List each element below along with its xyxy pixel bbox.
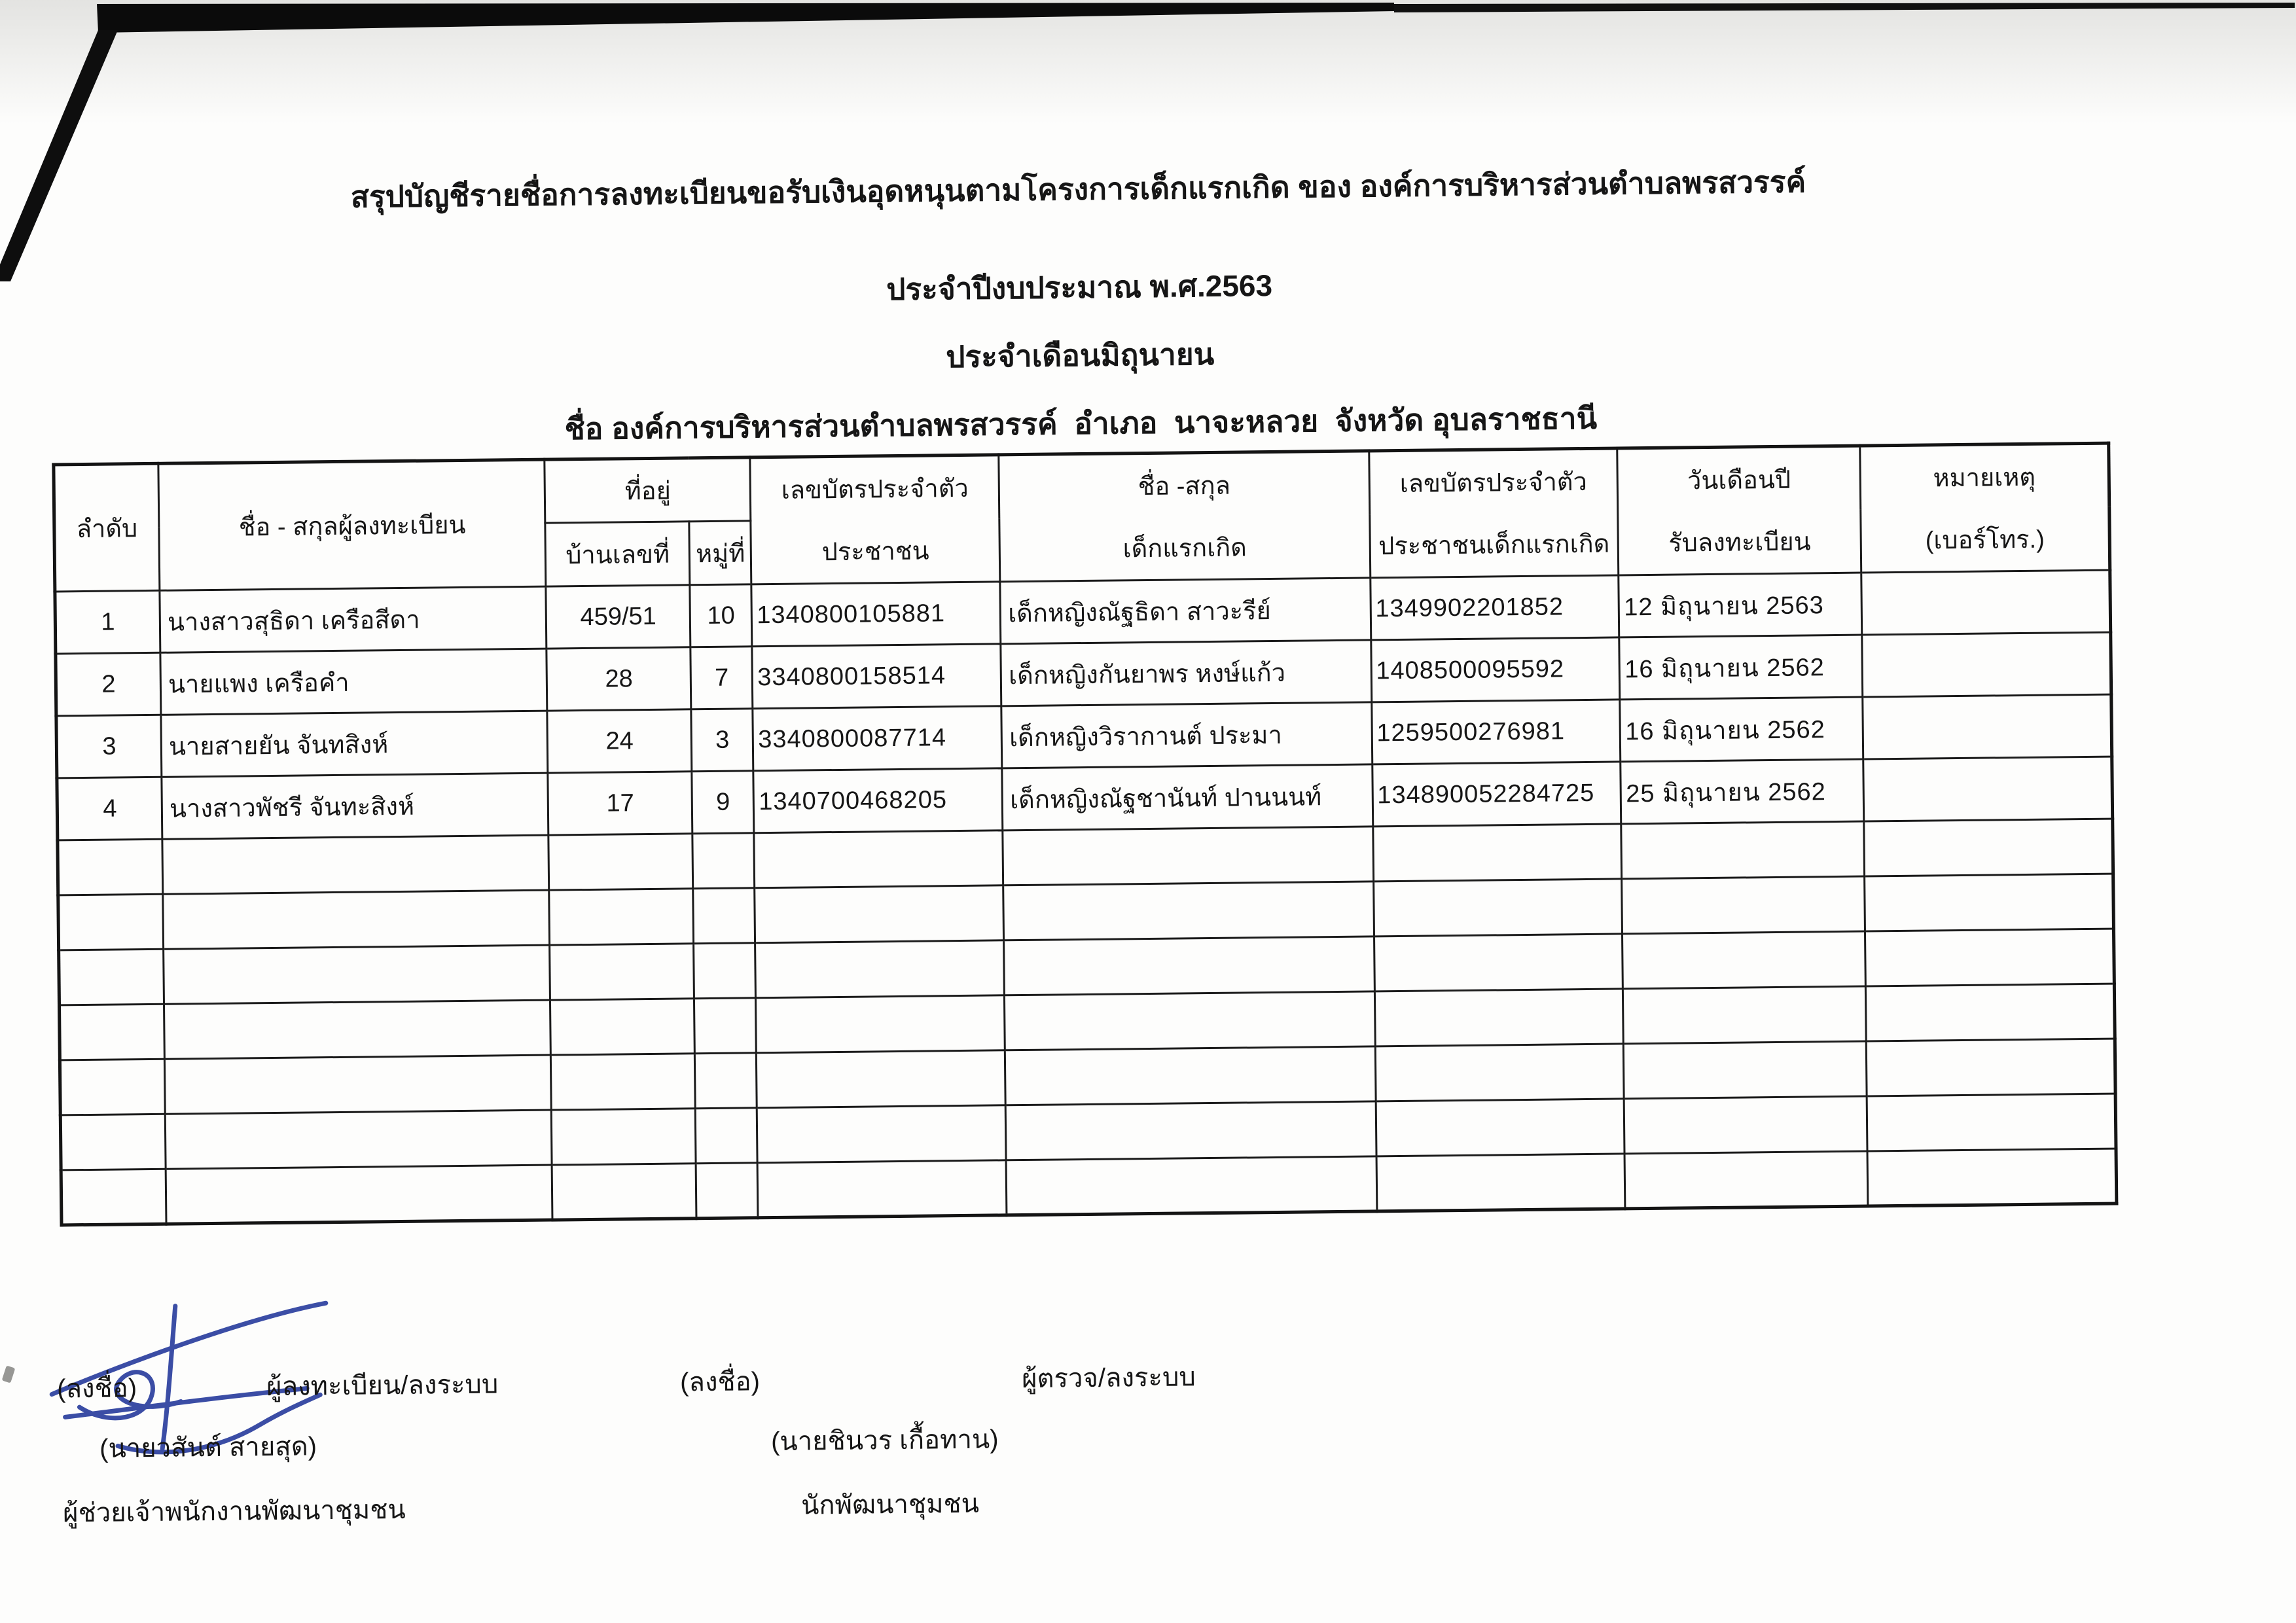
cell-house_no xyxy=(549,889,694,945)
cell-child_id: 1408500095592 xyxy=(1371,637,1620,702)
cell-child_id xyxy=(1374,989,1624,1046)
cell-remark xyxy=(1866,1039,2115,1096)
cell-child xyxy=(1006,1156,1376,1215)
header-child-name-line1: ชื่อ -สกุล xyxy=(1138,472,1231,501)
sign-role-left: ผู้ลงทะเบียน/ลงระบบ xyxy=(266,1370,499,1402)
cell-no: 2 xyxy=(56,652,161,716)
cell-child: เด็กหญิงณัฐธิดา สาวะรีย์ xyxy=(1000,578,1371,644)
cell-registrant xyxy=(164,1000,551,1059)
registration-table xyxy=(52,442,2118,1227)
document-title-line3: ประจำเดือนมิถุนายน xyxy=(945,336,1215,374)
cell-child: เด็กหญิงกันยาพร หงษ์แก้ว xyxy=(1001,640,1371,706)
header-registration-date-line2: รับลงทะเบียน xyxy=(1668,528,1811,558)
cell-no xyxy=(59,949,164,1005)
sign-name-left: (นายวสันต์ สายสุด) xyxy=(99,1432,317,1463)
cell-registrant: นางสาวพัชรี จันทะสิงห์ xyxy=(162,773,548,839)
cell-house_no xyxy=(550,944,694,1000)
header-address: ที่อยู่ xyxy=(545,457,751,523)
cell-child_id xyxy=(1376,1099,1625,1156)
cell-registrant xyxy=(166,1165,552,1224)
cell-house_no: 459/51 xyxy=(546,585,691,649)
cell-remark xyxy=(1864,819,2113,876)
cell-moo xyxy=(695,1053,757,1109)
cell-no xyxy=(58,894,164,950)
cell-no: 1 xyxy=(55,590,160,654)
cell-date: 16 มิถุนายน 2562 xyxy=(1619,635,1862,700)
header-no: ลำดับ xyxy=(54,463,160,592)
table-header xyxy=(54,443,2110,592)
header-child-citizen-id xyxy=(1369,448,1619,578)
header-remark-line1: หมายเหตุ xyxy=(1933,463,2036,493)
sign-label-right: (ลงชื่อ) xyxy=(679,1367,761,1397)
cell-moo xyxy=(696,1163,758,1219)
cell-registrant xyxy=(165,1110,552,1169)
cell-house_no xyxy=(548,834,693,890)
cell-house_no: 17 xyxy=(548,772,692,835)
cell-date xyxy=(1622,876,1865,934)
cell-house_no: 24 xyxy=(547,709,692,773)
header-registration-date xyxy=(1617,446,1861,575)
cell-child_id xyxy=(1375,1044,1624,1101)
cell-no xyxy=(60,1059,165,1115)
cell-remark xyxy=(1861,570,2111,635)
cell-registrant: นายสายยัน จันทสิงห์ xyxy=(161,711,548,777)
cell-no xyxy=(61,1169,166,1225)
header-child-citizen-id-line2: ประชาชนเด็กแรกเกิด xyxy=(1378,530,1610,561)
cell-no: 4 xyxy=(57,777,162,840)
cell-registrant xyxy=(162,835,549,894)
cell-id: 3340800087714 xyxy=(753,706,1002,771)
cell-child_id: 1349902201852 xyxy=(1370,575,1619,640)
cell-registrant: นางสาวสุธิดา เครือสีดา xyxy=(160,586,547,652)
cell-moo: 3 xyxy=(691,709,753,772)
cell-moo xyxy=(693,888,755,944)
header-citizen-id xyxy=(750,455,1000,584)
header-registrant-name: ชื่อ - สกุลผู้ลงทะเบียน xyxy=(158,459,546,590)
header-child-name xyxy=(999,451,1370,582)
cell-child: เด็กหญิงวิรากานต์ ประมา xyxy=(1001,702,1372,768)
header-remark-line2: (เบอร์โทร.) xyxy=(1925,526,2045,555)
cell-moo: 9 xyxy=(692,771,754,834)
cell-child_id: 1259500276981 xyxy=(1371,700,1621,764)
cell-no: 3 xyxy=(56,715,162,778)
cell-date xyxy=(1624,1041,1867,1099)
cell-id: 1340700468205 xyxy=(753,768,1003,833)
cell-date xyxy=(1623,986,1866,1044)
cell-no xyxy=(60,1114,166,1170)
cell-date: 12 มิถุนายน 2563 xyxy=(1619,573,1861,637)
sign-position-right: นักพัฒนาชุมชน xyxy=(800,1489,980,1520)
cell-date xyxy=(1621,821,1864,879)
cell-moo xyxy=(695,1108,757,1164)
cell-id xyxy=(756,995,1005,1053)
cell-remark xyxy=(1865,929,2114,986)
cell-no xyxy=(58,839,163,895)
header-child-citizen-id-line1: เลขบัตรประจำตัว xyxy=(1399,468,1588,498)
document-title-line4: ชื่อ องค์การบริหารส่วนตำบลพรสวรรค์ อำเภอ นาจะหลวย จังหวัด อุบลราชธานี xyxy=(564,401,1598,446)
cell-child_id xyxy=(1374,934,1623,991)
cell-child xyxy=(1005,991,1375,1050)
cell-house_no: 28 xyxy=(547,647,691,711)
cell-date xyxy=(1623,931,1865,989)
cell-id xyxy=(757,1050,1006,1108)
cell-child: เด็กหญิงณัฐชานันท์ ปานนนท์ xyxy=(1002,764,1372,830)
cell-id: 1340800105881 xyxy=(751,582,1001,647)
cell-id: 3340800158514 xyxy=(752,644,1001,709)
cell-id xyxy=(754,830,1003,888)
document-title-line1: สรุปบัญชีรายชื่อการลงทะเบียนขอรับเงินอุดหนุนตามโครงการเด็กแรกเกิด ของ องค์การบริหารส่วนตำบลพรสวรรค์ xyxy=(350,164,1806,214)
header-house-no: บ้านเลขที่ xyxy=(545,522,690,586)
cell-child_id: 134890052284725 xyxy=(1372,762,1621,827)
cell-remark xyxy=(1867,1149,2117,1206)
document-title-line2: ประจำปีงบประมาณ พ.ศ.2563 xyxy=(886,268,1273,307)
table-body xyxy=(55,570,2117,1225)
cell-child xyxy=(1003,882,1374,940)
sign-name-right: (นายชินวร เกื้อทาน) xyxy=(770,1425,999,1457)
cell-registrant xyxy=(165,1055,552,1114)
cell-child_id xyxy=(1372,824,1622,882)
header-remark xyxy=(1860,443,2110,573)
cell-date: 25 มิถุนายน 2562 xyxy=(1621,759,1863,824)
sign-position-left: ผู้ช่วยเจ้าพนักงานพัฒนาชุมชน xyxy=(62,1495,406,1528)
cell-house_no xyxy=(552,1109,696,1165)
cell-date xyxy=(1625,1151,1868,1209)
header-moo: หมู่ที่ xyxy=(689,521,751,585)
cell-remark xyxy=(1865,874,2114,931)
sign-label-left: (ลงชื่อ) xyxy=(56,1374,137,1404)
cell-id xyxy=(758,1160,1007,1218)
cell-remark xyxy=(1867,1094,2116,1151)
cell-id xyxy=(755,885,1004,943)
cell-moo xyxy=(694,998,757,1054)
cell-house_no xyxy=(550,999,695,1055)
header-citizen-id-line2: ประชาชน xyxy=(821,537,929,567)
cell-child xyxy=(1005,1046,1376,1105)
header-child-name-line2: เด็กแรกเกิด xyxy=(1122,534,1247,563)
cell-moo: 7 xyxy=(691,647,753,709)
cell-moo xyxy=(692,833,755,889)
cell-remark xyxy=(1865,984,2115,1041)
cell-child xyxy=(1006,1101,1376,1160)
cell-registrant xyxy=(164,945,550,1004)
cell-child_id xyxy=(1376,1154,1626,1211)
cell-registrant xyxy=(163,890,550,949)
cell-remark xyxy=(1862,632,2111,697)
header-registration-date-line1: วันเดือนปี xyxy=(1687,466,1791,495)
cell-child xyxy=(1004,936,1374,995)
cell-remark xyxy=(1863,757,2113,821)
cell-id xyxy=(757,1105,1007,1163)
cell-moo xyxy=(694,943,756,999)
cell-house_no xyxy=(552,1164,697,1220)
cell-date xyxy=(1624,1096,1867,1154)
cell-registrant: นายแพง เครือคำ xyxy=(160,649,547,715)
header-citizen-id-line1: เลขบัตรประจำตัว xyxy=(781,474,969,505)
cell-child_id xyxy=(1373,879,1623,936)
sign-role-right: ผู้ตรวจ/ลงระบบ xyxy=(1021,1363,1196,1394)
cell-child xyxy=(1003,827,1373,885)
cell-moo: 10 xyxy=(690,584,752,647)
cell-id xyxy=(755,940,1005,998)
cell-date: 16 มิถุนายน 2562 xyxy=(1620,697,1863,762)
cell-remark xyxy=(1863,694,2112,759)
cell-no xyxy=(60,1004,165,1060)
cell-house_no xyxy=(551,1054,696,1110)
